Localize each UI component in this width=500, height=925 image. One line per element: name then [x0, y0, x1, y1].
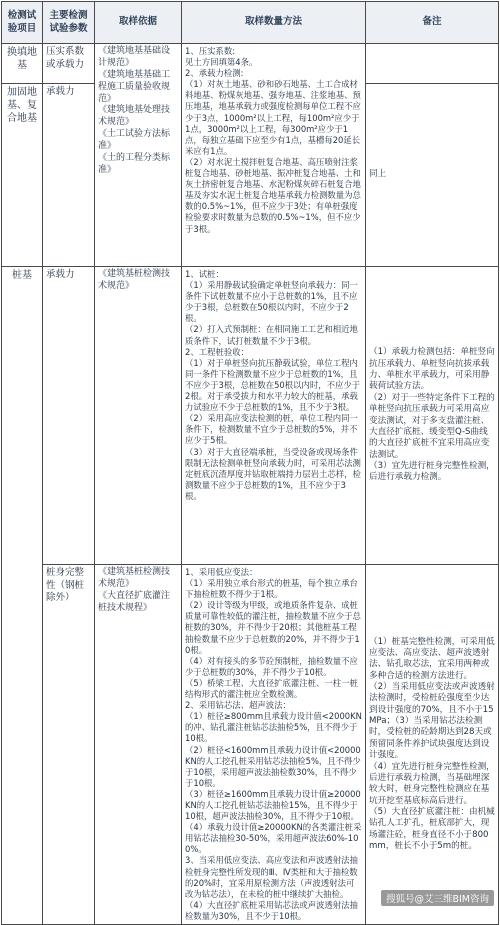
method-list — [185, 567, 362, 922]
sampling-spec-table — [1, 1, 499, 925]
text-line: 3、当采用低应变法、高应变法和声波透射法抽检桩身完整性所发现的Ⅲ、Ⅳ类桩和大于抽检数的20%时，宜采用原检测方法（声波透射法可改为钻芯法），在未检的桩中继续扩大抽检。 — [185, 855, 358, 899]
text-line: （2）对水泥土搅拌桩复合地基、高压喷射注浆桩复合地基、砂桩地基、振冲桩复合地基、土和灰土挤密桩复合地基、水泥粉煤灰碎石桩复合地基及夯实水泥土桩复合地基承载力检测数量为总数的0.5%~1%，但不应少于3处；有单桩强度检验要求时数量为总数的0.5%~1%，但不应少于3根。 — [185, 156, 361, 234]
text-line: （5）桥梁工程、大直径扩底灌注桩、一柱一桩结构形式的灌注桩应全数检测。 — [185, 677, 358, 700]
text-line: 1、压实系数: — [185, 46, 236, 56]
note-list — [369, 637, 495, 853]
note-cell — [366, 565, 499, 925]
text-line: 《土的工程分类标准》 — [98, 152, 171, 175]
text-line: （4）宜先进行桩身完整性检测，后进行承载力检测，当基础埋深较大时，桩身完整性检测应在基坑开挖至基底标高后进行。 — [369, 761, 495, 806]
text-line: （3）宜先进行桩身完整性检测，后进行承载力检测。 — [369, 460, 495, 483]
text-line: 1、试桩： — [185, 269, 224, 279]
text-line: （2）采用高应变法检测的桩，单位工程内同一条件下，检测数量不宜少于总桩数的5%，并不应少于5根。 — [185, 413, 358, 446]
note-cell — [366, 267, 499, 565]
text-line: （1）桩径≥800mm且承载力设计值<2000KN的冲、钻孔灌注桩钻芯法抽检5%，且不得少于10根。 — [185, 711, 362, 744]
text-line: （2）打入式预制桩：在相同施工工艺和相近地质条件下，试打桩数量不少于3根。 — [185, 324, 358, 346]
text-line: （2）桩径<1600mm且承载力设计值<20000KN的人工挖孔桩采用钻芯法抽检5%，且不得少于10根，采用超声波法抽检数30%，且不得少于10根。 — [185, 744, 361, 788]
method-cell — [182, 565, 366, 925]
header-basis: 取样依据 — [95, 2, 182, 44]
param-cell: 桩身完整性（钢桩除外） — [43, 565, 95, 925]
note-cell: 同上 — [366, 84, 499, 267]
table-row-wanzheng — [2, 565, 499, 925]
table-row-huantian — [2, 44, 499, 84]
header-item: 检测试验项目 — [2, 2, 43, 44]
basis-list — [98, 46, 178, 177]
basis-cell — [95, 267, 182, 565]
category-cell: 桩基 — [2, 267, 43, 925]
text-line: （5）大直径扩底灌注桩：由机械钻孔人工扩孔，桩底部扩大，现场灌注砼，桩身直径不小于800mm，桩长不小于5m的桩。 — [369, 806, 495, 851]
text-line: 《建筑地基基础工程施工质量验收规范》 — [98, 69, 171, 104]
watermark: 搜狐号@艾三维BIM咨询 — [381, 890, 494, 906]
category-cell: 加固地基、复合地基 — [2, 84, 43, 267]
method-cell — [182, 44, 366, 267]
header-row — [2, 2, 499, 44]
text-line: 2、采用钻芯法、超声波法： — [185, 700, 291, 711]
text-line: （2）对于一些特定条件下工程的单桩竖向抗压承载力可采用高应变法测试，对于多支盘灌注桩、大直径扩底桩、缓变型Q-S曲线的大直径扩底桩不宜采用高应变法测试。 — [369, 392, 495, 460]
category-cell: 换填地基 — [2, 44, 43, 84]
text-line: （1）采用静载试验确定单桩竖向承载力：同一条件下试桩数量不应小于总桩数的1%，且不应少于3根，总桩数在50根以内时，不应少于2根。 — [185, 280, 358, 324]
text-line: （1）对于单桩竖向抗压静载试验，单位工程内同一条件下检测数量不应少于总桩数的1%，且不应少于3根，总桩数在50根以内时，不应少于2根。对于承受拔力和水平力较大的桩基，承载力试验应不少于总桩数的1%，且不少于3根。 — [185, 357, 361, 413]
header-note: 备注 — [366, 2, 499, 44]
table-row-chengzai — [2, 267, 499, 565]
header-param: 主要检测试验参数 — [43, 2, 95, 44]
text-line: 《大直径扩底灌注桩技术规程》 — [98, 590, 171, 613]
text-line: 《土工试验方法标准》 — [98, 129, 171, 151]
text-line: （2）设计等级为甲级，或地质条件复杂、成桩质量可靠性较低的灌注桩，抽检数量不应少于总桩数的30%，并不得少于20根；其他桩基工程抽检数量不应少于总桩数的20%，并不得少于10根。 — [185, 600, 361, 655]
basis-cell — [95, 44, 182, 267]
text-line: （1）桩基完整性检测，可采用低应变法、高应变法、超声波透射法、钻孔取芯法，宜采用两种或多种合适的检测方法进行。 — [369, 636, 495, 681]
method-list — [185, 269, 362, 502]
text-line: （1）采用独立承台形式的桩基，每个独立承台下抽检桩数不得少于1根。 — [185, 578, 358, 600]
text-line: （3）桩径≥1600mm且承载力设计值≥20000KN的人工挖孔桩钻芯法抽检15%，且不得少于10根，超声波法抽检30%，且不得少于10根。 — [185, 788, 361, 822]
header-method: 取样数量方法 — [182, 2, 366, 44]
param-cell: 承载力 — [43, 84, 95, 267]
text-line: 2、工程桩验收： — [185, 346, 249, 357]
basis-list — [98, 269, 178, 293]
note-cell-empty — [366, 44, 499, 84]
basis-cell — [95, 565, 182, 925]
text-line: 《建筑基桩检测技术规范》 — [98, 269, 171, 291]
text-line: 《建筑基桩检测技术规范》 — [98, 567, 171, 589]
note-list — [369, 347, 495, 483]
text-line: （4）大直径扩底桩采用钻芯法或声波透射法抽检数量为30%，且不少于10根。 — [185, 899, 358, 921]
text-line: 见土方回填第4条。 — [185, 57, 258, 68]
basis-list — [98, 567, 178, 615]
param-cell: 压实系数或承载力 — [43, 44, 95, 84]
param-cell: 承载力 — [43, 267, 95, 565]
text-line: （3）对于大直径端承桩，当受设备或现场条件限制无法检测单桩竖向承载力时，可采用芯法测定桩底沉渣厚度并钻取桩端持力层岩土芯样，检测数量不应少于总桩数的1%，且不应少于3根。 — [185, 446, 361, 501]
text-line: （1）对灰土地基、砂和砂石地基、土工合成材料地基、粉煤灰地基、强夯地基、注浆地基、预压地基，地基承载力或强度检测每单位工程不应少于3点，1000m²以上工程，每100m²应少于1点，3000m²以上工程，每300m²应少于1点，每独立基础下应至少有1点，基槽每20延长米应有1点。 — [185, 79, 361, 156]
text-line: 1、采用低应变法： — [185, 567, 258, 577]
text-line: 《建筑地基处理技术规范》 — [98, 105, 171, 128]
text-line: 《建筑地基基础设计规范》 — [98, 46, 171, 68]
method-list — [185, 46, 362, 235]
method-cell — [182, 267, 366, 565]
text-line: （2）当采用低应变法或声波透射法检测时，受检桩砼强度至少达到设计强度的70%，且不小于15MPa；（3）当采用钻芯法检测时，受检桩的砼龄期达到28天或预留同条件养护试块强度达到设计强度。 — [369, 682, 495, 761]
text-line: （1）承载力检测包括：单桩竖向抗压承载力、单桩竖向抗拔承载力、单桩水平承载力，可采用静载荷试验方法。 — [369, 347, 495, 392]
text-line: 2、承载力检测: — [185, 68, 244, 79]
text-line: （4）承载力设计值≥20000KN的各类灌注桩采用钻芯法抽检30-50%，采用超声波法60%-100%。 — [185, 822, 362, 855]
text-line: （4）对有接头的多节砼预制桩，抽检数量不应少于总桩数的30%，并不得少于10根。 — [185, 655, 358, 677]
